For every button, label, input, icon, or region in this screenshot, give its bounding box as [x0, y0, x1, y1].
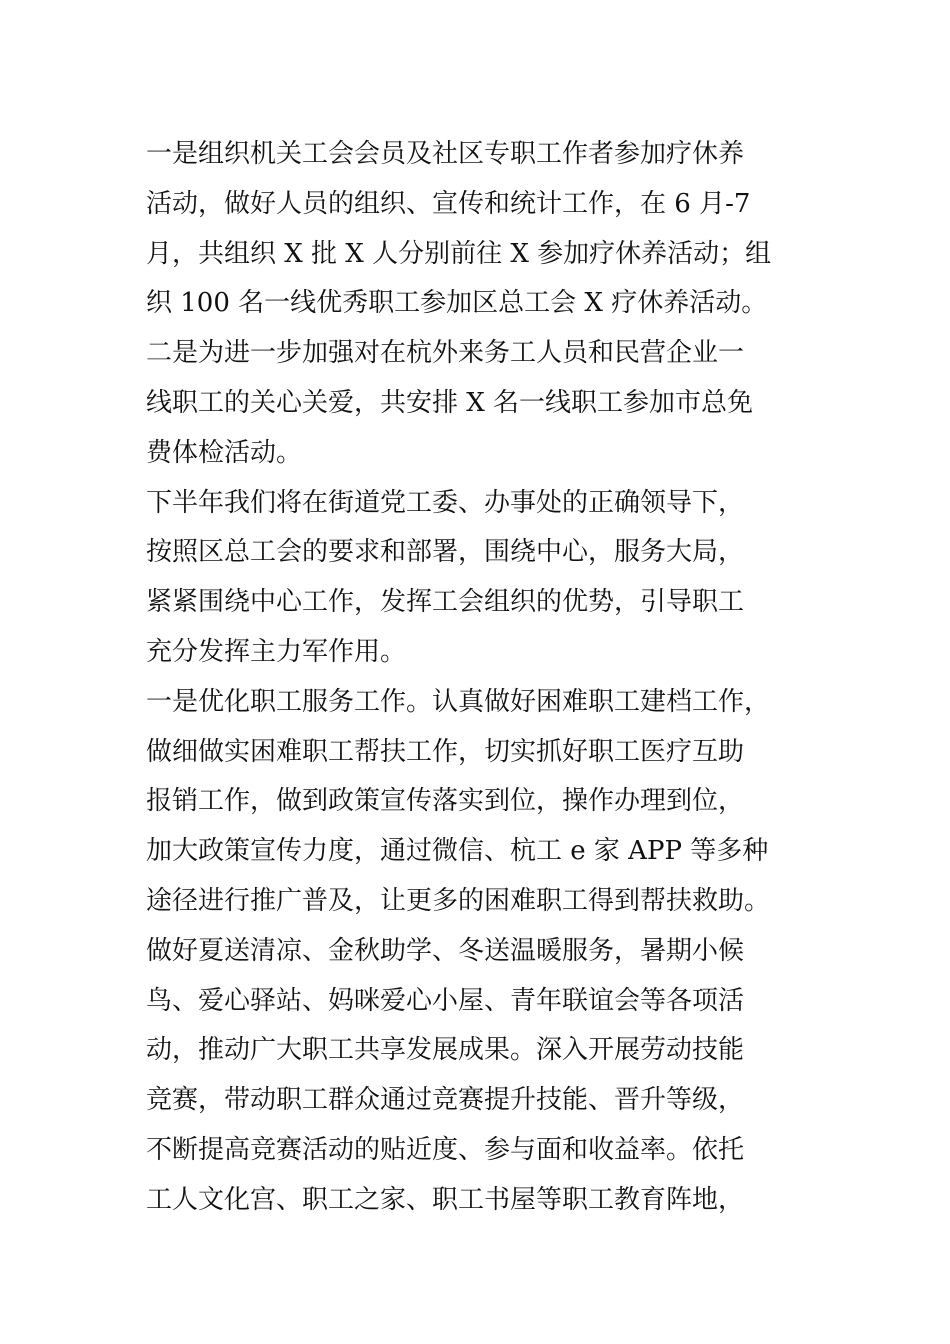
- text-line: 途径进行推广普及，让更多的困难职工得到帮扶救助。: [146, 885, 771, 916]
- text-line: 加大政策宣传力度，通过微信、杭工 e 家 APP 等多种: [146, 836, 769, 867]
- text-line: 紧紧围绕中心工作，发挥工会组织的优势，引导职工: [146, 587, 745, 618]
- text-line: 月，共组织 X 批 X 人分别前往 X 参加疗休养活动；组: [146, 238, 772, 269]
- text-line: 竞赛，带动职工群众通过竞赛提升技能、晋升等级，: [146, 1085, 745, 1116]
- text-line: 下半年我们将在街道党工委、办事处的正确领导下，: [146, 487, 745, 518]
- body-text: [146, 130, 846, 1226]
- text-line: 鸟、爱心驿站、妈咪爱心小屋、青年联谊会等各项活: [146, 985, 745, 1016]
- text-line: 织 100 名一线优秀职工参加区总工会 X 疗休养活动。: [146, 288, 768, 319]
- text-line: 一是组织机关工会会员及社区专职工作者参加疗休养: [146, 139, 745, 169]
- text-line: 做细做实困难职工帮扶工作，切实抓好职工医疗互助: [146, 736, 745, 767]
- text-line: 不断提高竞赛活动的贴近度、参与面和收益率。依托: [146, 1134, 745, 1165]
- text-line: 活动，做好人员的组织、宣传和统计工作，在 6 月-7: [146, 188, 751, 219]
- text-line: 按照区总工会的要求和部署，围绕中心，服务大局，: [146, 537, 745, 568]
- text-line: 充分发挥主力军作用。: [146, 636, 407, 667]
- text-line: 费体检活动。: [146, 437, 303, 468]
- text-line: 报销工作，做到政策宣传落实到位，操作办理到位，: [146, 786, 745, 817]
- text-line: 动，推动广大职工共享发展成果。深入开展劳动技能: [146, 1035, 745, 1066]
- text-line: 一是优化职工服务工作。认真做好困难职工建档工作，: [146, 686, 771, 717]
- text-line: 线职工的关心关爱，共安排 X 名一线职工参加市总免: [146, 387, 754, 418]
- text-line: 工人文化宫、职工之家、职工书屋等职工教育阵地，: [146, 1184, 745, 1215]
- text-line: 做好夏送清凉、金秋助学、冬送温暖服务，暑期小候: [146, 935, 745, 966]
- text-line: 二是为进一步加强对在杭外来务工人员和民营企业一: [146, 338, 745, 369]
